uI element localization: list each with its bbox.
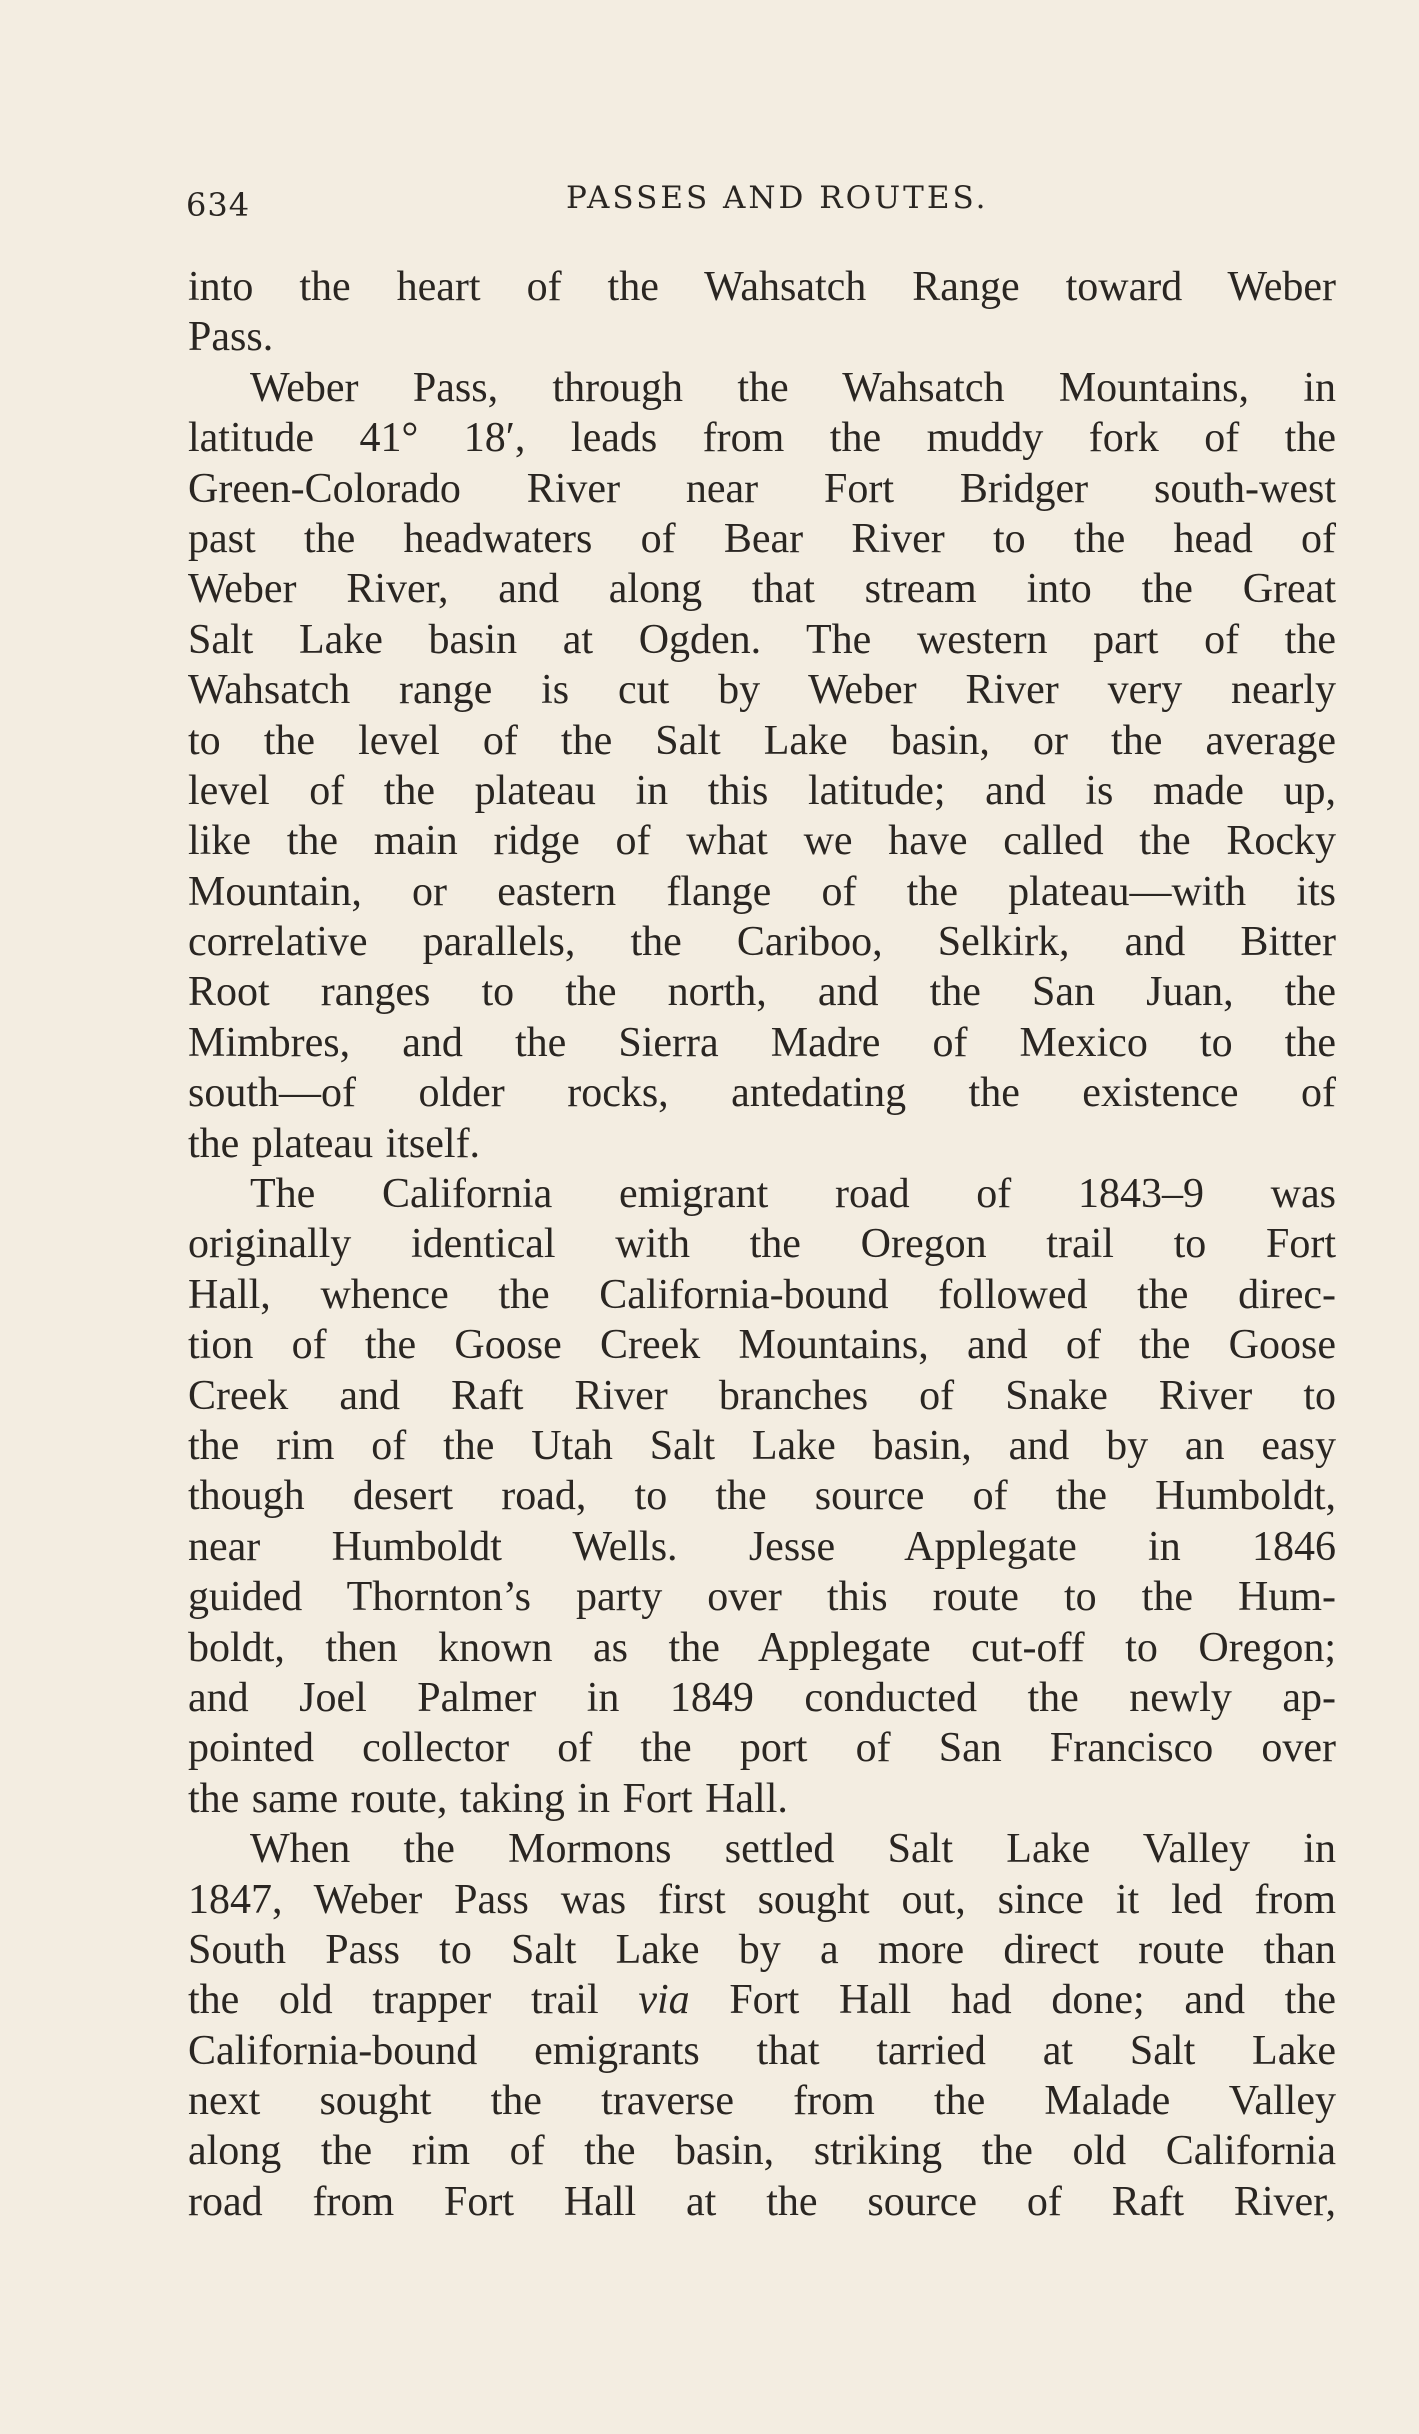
text-line: Green-Colorado River near Fort Bridger south-west (188, 465, 1336, 512)
text-line: to the level of the Salt Lake basin, or the average (188, 717, 1336, 764)
text-line: originally identical with the Oregon trail to Fort (188, 1221, 1336, 1268)
page-number: 634 (186, 186, 251, 224)
text-line: Mimbres, and the Sierra Madre of Mexico to the (188, 1019, 1336, 1066)
text-line: Root ranges to the north, and the San Juan, the (188, 969, 1336, 1016)
running-head: PASSES AND ROUTES. (566, 180, 989, 216)
text-line: correlative parallels, the Cariboo, Selkirk, and Bitter (188, 919, 1336, 966)
text-line: Pass. (188, 314, 274, 361)
text-line: level of the plateau in this latitude; and is made up, (188, 767, 1336, 814)
text-line: like the main ridge of what we have called the Rocky (188, 818, 1336, 865)
text-line: the rim of the Utah Salt Lake basin, and by an easy (188, 1422, 1336, 1469)
text-line: though desert road, to the source of the Humboldt, (188, 1473, 1336, 1520)
text-segment: the old trapper trail (188, 1977, 639, 2024)
text-line: near Humboldt Wells. Jesse Applegate in 1846 (188, 1523, 1336, 1570)
text-line: tion of the Goose Creek Mountains, and of the Goose (188, 1322, 1336, 1369)
text-line: Mountain, or eastern flange of the plateau—with its (188, 868, 1336, 915)
text-line: California-bound emigrants that tarried at Salt Lake (188, 2027, 1336, 2074)
text-line: Hall, whence the California-bound followed the direc- (188, 1271, 1336, 1318)
text-line: Weber River, and along that stream into the Great (188, 566, 1336, 613)
text-segment: Fort Hall had done; and the (689, 1977, 1336, 2024)
text-line: pointed collector of the port of San Francisco over (188, 1725, 1336, 1772)
text-line: boldt, then known as the Applegate cut-off to Oregon; (188, 1624, 1336, 1671)
text-line: Wahsatch range is cut by Weber River very nearly (188, 667, 1336, 714)
text-line: along the rim of the basin, striking the old California (188, 2128, 1336, 2175)
text-line: the same route, taking in Fort Hall. (188, 1775, 788, 1822)
text-line: Salt Lake basin at Ogden. The western part of the (188, 616, 1336, 663)
text-line: and Joel Palmer in 1849 conducted the newly ap- (188, 1674, 1336, 1721)
text-line: South Pass to Salt Lake by a more direct route than (188, 1926, 1336, 1973)
text-line: past the headwaters of Bear River to the head of (188, 515, 1336, 562)
text-line (188, 1975, 1336, 2025)
text-line: 1847, Weber Pass was first sought out, since it led from (188, 1876, 1336, 1923)
italic-via: via (638, 1977, 690, 2024)
text-line: Weber Pass, through the Wahsatch Mountains, in (250, 364, 1336, 411)
text-line: into the heart of the Wahsatch Range toward Weber (188, 264, 1336, 310)
text-line: guided Thornton’s party over this route to the Hum- (188, 1574, 1336, 1621)
text-line: Creek and Raft River branches of Snake River to (188, 1372, 1336, 1419)
text-line: next sought the traverse from the Malade Valley (188, 2078, 1336, 2125)
text-line: south—of older rocks, antedating the existence of (188, 1070, 1336, 1117)
text-line: When the Mormons settled Salt Lake Valley in (250, 1826, 1336, 1873)
text-line: the plateau itself. (188, 1120, 481, 1167)
text-line: latitude 41° 18′, leads from the muddy fork of the (188, 415, 1336, 462)
body-text (188, 262, 1336, 2227)
page-header (186, 174, 1336, 234)
text-line: The California emigrant road of 1843–9 was (250, 1171, 1336, 1218)
text-line: road from Fort Hall at the source of Raft River, (188, 2178, 1336, 2225)
